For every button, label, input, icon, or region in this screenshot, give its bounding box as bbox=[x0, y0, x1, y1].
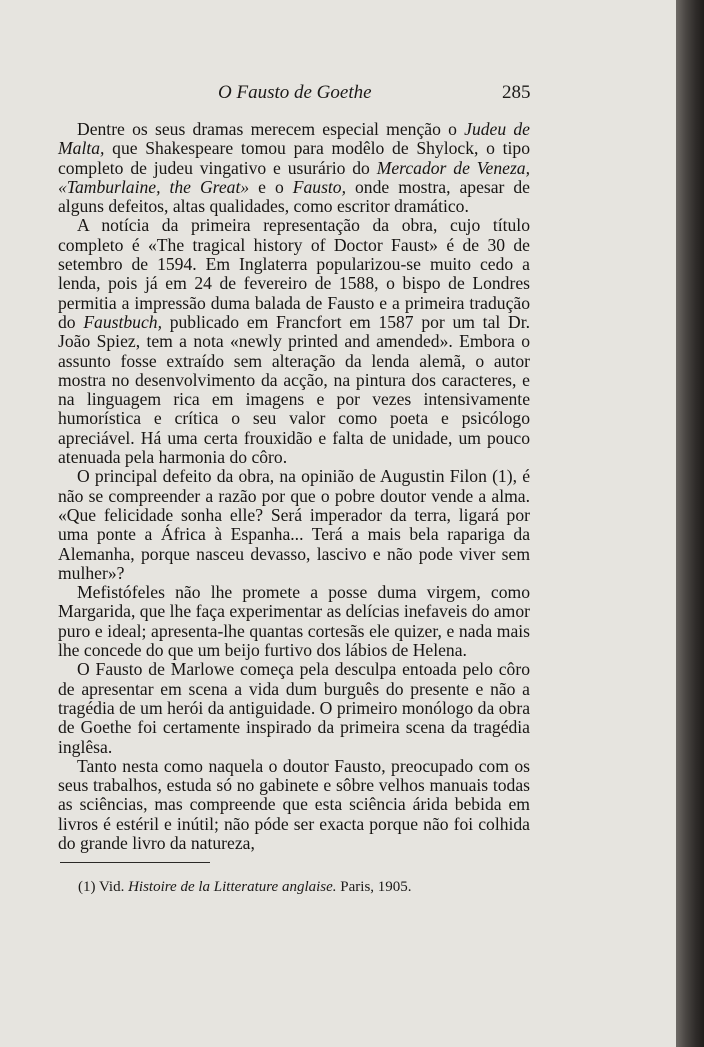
running-title: O Fausto de Goethe bbox=[218, 82, 372, 103]
paragraph-5: O Fausto de Marlowe começa pela desculpa entoada pelo côro de apresentar em scena a vida dum burguês do presente e não a tragédia de um herói da antiguidade. O primeiro monólogo da obra de Goethe foi certamente inspirado da primeira scena da tragédia inglêsa. bbox=[58, 659, 530, 757]
paragraph-6: Tanto nesta como naquela o doutor Fausto, preocupado com os seus trabalhos, estuda só no gabinete e sôbre velhos manuais todas as sciências, mas compreende que esta sciência árida bebida em livros é estéril e inútil; não póde ser exacta porque não foi colhida do grande livro da natureza, bbox=[58, 755, 530, 853]
paragraph-2: A notícia da primeira representação da obra, cujo título completo é «The tragical history of Doctor Faust» é de 30 de setembro de 1594. Em Inglaterra popularizou-se muito cedo a lenda, pois já em 24 de fevereiro de 1588, o bispo de Londres permitia a impressão duma balada de Fausto e a primeira tradução do Faustbuch, publicado em Francfort em 1587 por um tal Dr. João Spiez, tem a nota «newly printed and amended». Embora o assunto fosse extraído sem alteração da lenda alemã, o autor mostra no desenvolvimento da acção, na pintura dos caracteres, e na linguagem rica em imagens e por vezes intensivamente humorística e crítica o seu valor como poeta e psicólogo apreciável. Há uma certa frouxidão e falta de unidade, um pouco atenuada pela harmonia do côro. bbox=[58, 215, 530, 468]
footnote-rule bbox=[60, 862, 210, 863]
page-number: 285 bbox=[502, 82, 531, 103]
paragraph-1: Dentre os seus dramas merecem especial menção o Judeu de Malta, que Shakespeare tomou para modêlo de Shylock, o tipo completo de judeu vingativo e usurário do Mercador de Veneza, «Tamburlaine, the Great» e o Fausto, onde mostra, apesar de alguns defeitos, altas qualidades, como escritor dramático. bbox=[58, 119, 530, 217]
page-header bbox=[0, 78, 676, 108]
footnote: (1) Vid. Histoire de la Litterature anglaise. Paris, 1905. bbox=[78, 879, 412, 895]
book-page-edge bbox=[676, 0, 704, 1047]
body-text bbox=[58, 120, 530, 853]
paragraph-3: O principal defeito da obra, na opinião de Augustin Filon (1), é não se compreender a razão por que o pobre doutor vende a alma. «Que felicidade sonha elle? Será imperador da terra, ligará por uma ponte a África à Espanha... Terá a mais bela rapariga da Alemanha, porque nasceu devasso, lascivo e não pode viver sem mulher»? bbox=[58, 466, 530, 583]
paragraph-4: Mefistófeles não lhe promete a posse duma virgem, como Margarida, que lhe faça experimentar as delícias inefaveis do amor puro e ideal; apresenta-lhe quantas cortesãs ele quizer, e nada mais lhe concede do que um beijo furtivo dos lábios de Helena. bbox=[58, 582, 530, 661]
